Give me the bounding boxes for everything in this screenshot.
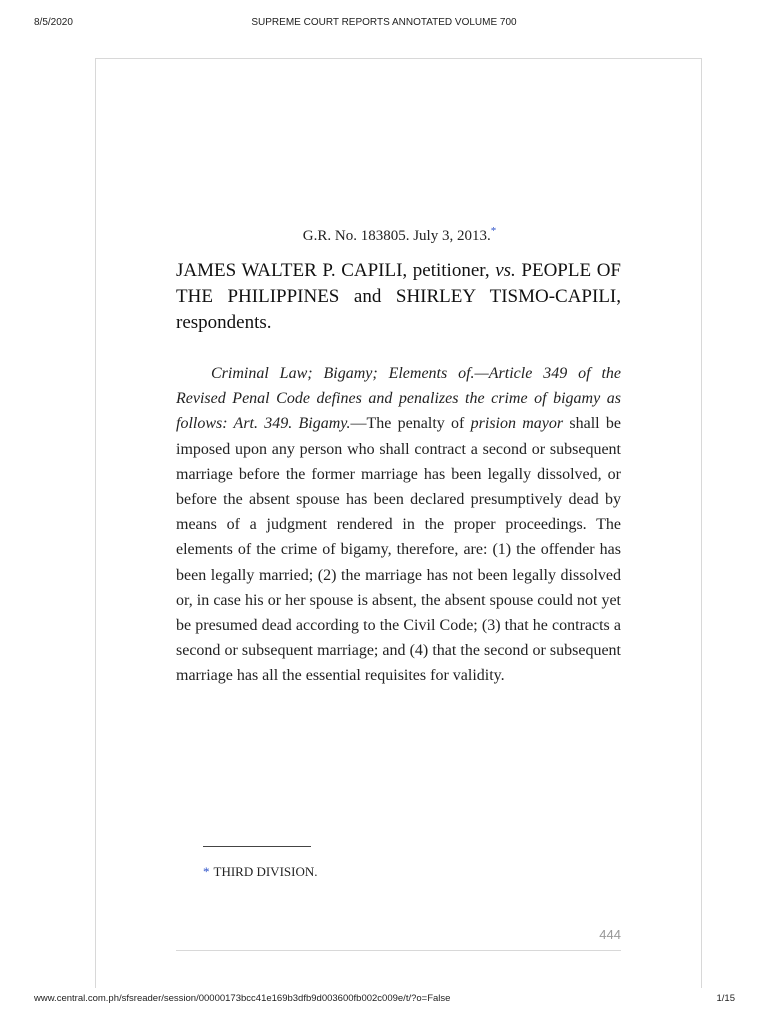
case-parties	[176, 258, 621, 336]
print-url: www.central.com.ph/sfsreader/session/00000173bcc41e169b3dfb9d003600fb002c009e/t/?o=False	[34, 993, 451, 1004]
print-footer	[0, 993, 768, 1007]
syllabus-paragraph	[176, 361, 621, 689]
footnote-text: THIRD DIVISION.	[213, 864, 318, 879]
footnote	[203, 864, 318, 880]
syllabus-term: prision mayor	[470, 415, 564, 433]
footnote-reference-link[interactable]: *	[490, 225, 497, 237]
syllabus-text-1: The penalty of	[366, 415, 471, 433]
print-page-count: 1/15	[716, 993, 735, 1004]
footnote-marker: *	[203, 864, 210, 879]
parties-petitioner: JAMES WALTER P. CAPILI, petitioner,	[176, 260, 496, 281]
syllabus-heading: Criminal Law; Bigamy; Elements of.—Article 349 of the Revised Penal Code defines and penalizes the crime of bigamy as follows: Art. 349. Bigamy.	[176, 365, 621, 433]
footnote-divider	[203, 846, 311, 847]
page-divider	[176, 950, 621, 951]
document-page	[95, 58, 702, 988]
print-title: SUPREME COURT REPORTS ANNOTATED VOLUME 700	[251, 17, 517, 28]
print-date: 8/5/2020	[34, 17, 73, 28]
parties-respondents: PEOPLE OF THE PHILIPPINES and SHIRLEY TISMO-CAPILI, respondents.	[176, 260, 621, 333]
case-number-date	[96, 225, 703, 245]
print-header	[0, 17, 768, 31]
page-number: 444	[599, 927, 621, 942]
syllabus-dash: —	[350, 415, 367, 433]
parties-versus: vs.	[495, 260, 516, 281]
case-number-text: G.R. No. 183805. July 3, 2013.	[302, 228, 491, 244]
syllabus-text-2: shall be imposed upon any person who shall contract a second or subsequent marriage before the former marriage has been legally dissolved, or before the absent spouse has been declared presumptively dead by means of a judgment rendered in the proper proceedings. The elements of the crime of bigamy, therefore, are: (1) the offender has been legally married; (2) the marriage has not been legally dissolved or, in case his or her spouse is absent, the absent spouse could not yet be presumed dead according to the Civil Code; (3) that he contracts a second or subsequent marriage; and (4) that the second or subsequent marriage has all the essential requisites for validity.	[176, 415, 621, 685]
